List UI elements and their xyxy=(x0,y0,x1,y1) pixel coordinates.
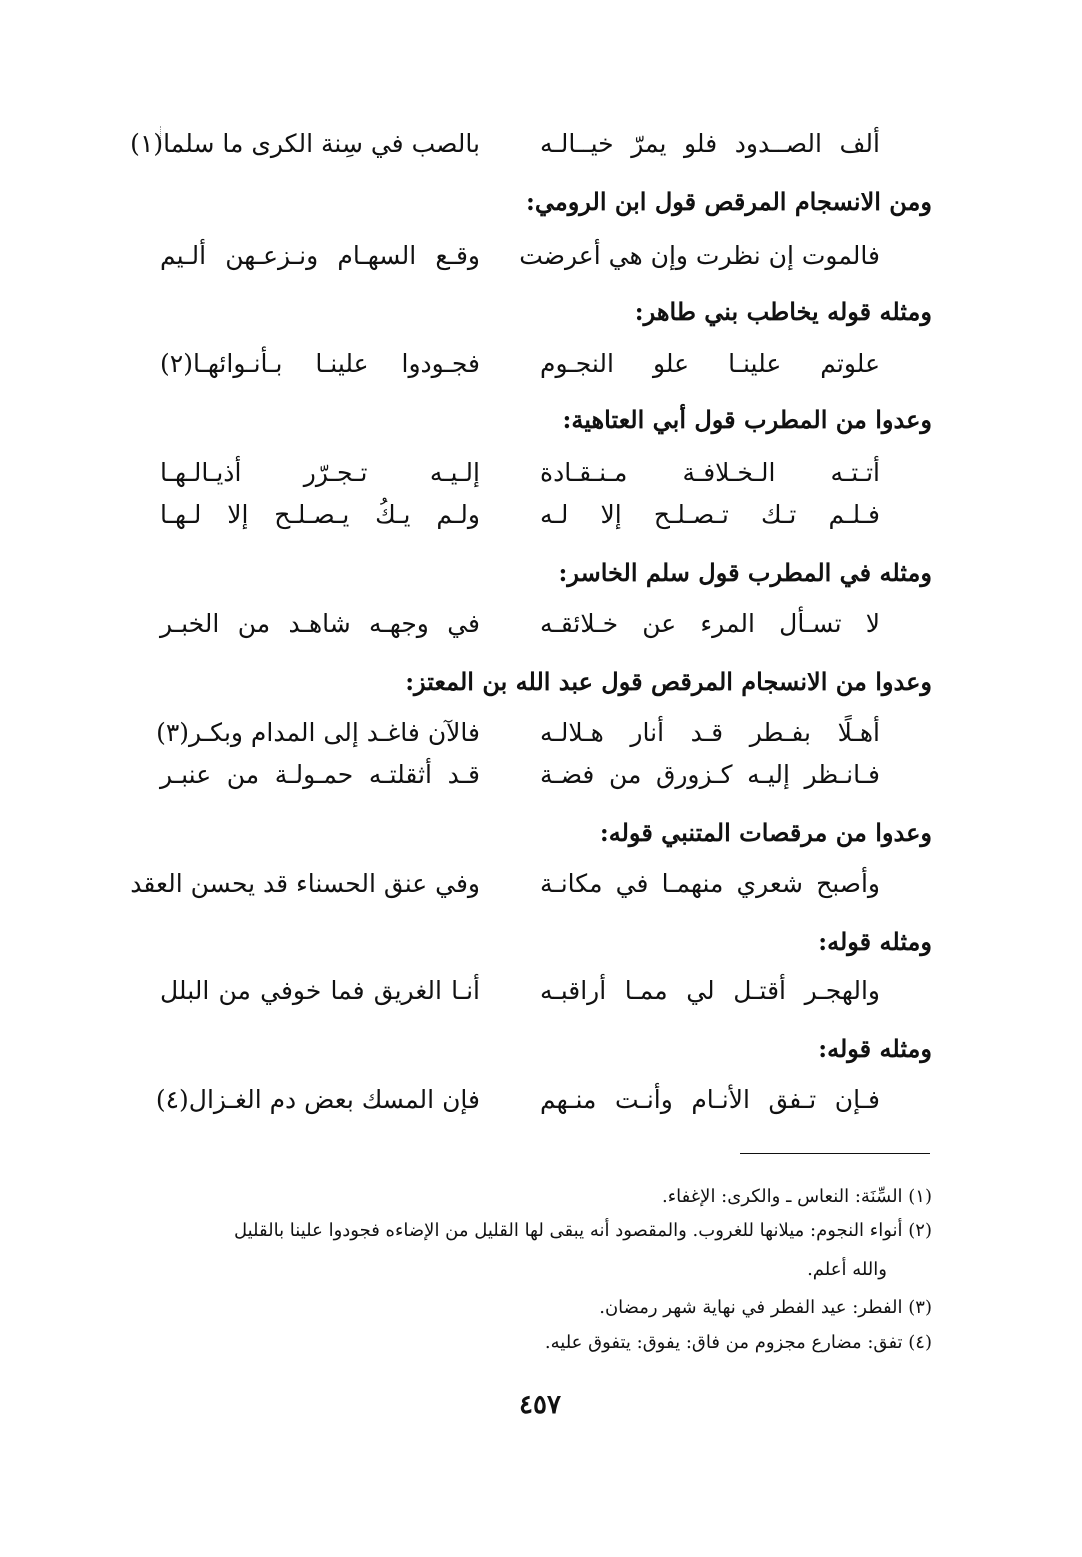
verse-first-hemistich: أهـلًا بفـطر قـد أنار هـلالـه xyxy=(540,718,880,747)
prose-line: ومثله قوله: xyxy=(818,1034,932,1063)
footnote: (٢) أنواء النجوم: ميلانها للغروب. والمقصود أنه يبقى لها القليل من الإضاءه فجودوا علينا بالقليل xyxy=(233,1220,932,1241)
verse-line xyxy=(150,342,880,386)
verse-second-hemistich: بالصب في سِنة الكرى ما سلما(١) xyxy=(130,129,480,158)
verse-first-hemistich: علوتم علينـا علو النجـوم xyxy=(540,349,880,378)
verse-second-hemistich: إلـيـه تـجـرّر أذيـالـهـا xyxy=(160,458,480,487)
verse-first-hemistich: وأصبح شعري منهمـا في مكانـة xyxy=(540,869,880,898)
verse-line xyxy=(130,862,880,906)
verse-line xyxy=(150,451,880,495)
verse-line xyxy=(150,969,880,1013)
verse-line xyxy=(150,493,880,537)
verse-second-hemistich: في وجهـه شاهـد من الخبـر xyxy=(160,609,480,638)
verse-second-hemistich: ولـم يـكُ يـصـلـح إلا لـهـا xyxy=(160,500,480,529)
verse-line xyxy=(150,234,880,278)
prose-line: وعدوا من مرقصات المتنبي قوله: xyxy=(599,818,932,847)
verse-line xyxy=(130,122,880,166)
page-number: ٤٥٧ xyxy=(519,1390,561,1420)
prose-line: وعدوا من المطرب قول أبي العتاهية: xyxy=(562,405,932,434)
prose-line: وعدوا من الانسجام المرقص قول عبد الله بن المعتز: xyxy=(405,667,932,696)
verse-first-hemistich: فـانـظر إليـه كـزورق من فضـة xyxy=(540,760,880,789)
prose-line: ومثله في المطرب قول سلم الخاسر: xyxy=(558,558,932,587)
verse-first-hemistich: والهجـر أقتـل لي ممـا أراقبـه xyxy=(540,976,880,1005)
verse-first-hemistich: فـإن تـفق الأنـام وأنـت منـهم xyxy=(540,1085,880,1114)
verse-first-hemistich: ألف الصــدود فلو يمرّ خيــالـه xyxy=(540,129,880,158)
verse-second-hemistich: فإن المسك بعض دم الغـزال(٤) xyxy=(155,1085,480,1114)
verse-first-hemistich: أتـتـه الـخـلافـة مـنـقـادة xyxy=(540,458,880,487)
verse-line xyxy=(150,602,880,646)
prose-line: ومن الانسجام المرقص قول ابن الرومي: xyxy=(525,187,932,216)
verse-second-hemistich: فجـودوا علينـا بـأنـوائهـا(٢) xyxy=(160,349,480,378)
verse-second-hemistich: أنـا الغريق فما خوفي من البلل xyxy=(160,976,480,1005)
footnote: (٤) تفق: مضارع مجزوم من فاق: يفوق: يتفوق عليه. xyxy=(544,1332,932,1353)
footnote: (٣) الفطر: عيد الفطر في نهاية شهر رمضان. xyxy=(599,1297,932,1318)
verse-second-hemistich: وقـع السهـام ونـزعـهن ألـيم xyxy=(160,241,480,270)
prose-line: ومثله قوله يخاطب بني طاهر: xyxy=(634,297,932,326)
prose-line: ومثله قوله: xyxy=(818,927,932,956)
verse-line xyxy=(150,753,880,797)
verse-first-hemistich: فالموت إن نظرت وإن هي أعرضت xyxy=(519,241,880,270)
verse-line xyxy=(150,1078,880,1122)
verse-first-hemistich: فـلـم تـك تـصـلـح إلا لـه xyxy=(540,500,880,529)
footnote: (١) السِّنَة: النعاس ـ والكرى: الإغفاء. xyxy=(661,1186,932,1207)
footnote-continuation: والله أعلم. xyxy=(807,1259,887,1280)
verse-second-hemistich: قـد أثقلتـه حمـولـة من عنبـر xyxy=(160,760,480,789)
verse-second-hemistich: وفي عنق الحسناء قد يحسن العقد xyxy=(130,869,480,898)
verse-first-hemistich: لا تسـأل المرء عن خـلائقـه xyxy=(540,609,880,638)
verse-second-hemistich: فالآن فاغـد إلى المدام وبكـر(٣) xyxy=(156,718,480,747)
verse-line xyxy=(150,711,880,755)
footnote-separator xyxy=(740,1153,930,1154)
